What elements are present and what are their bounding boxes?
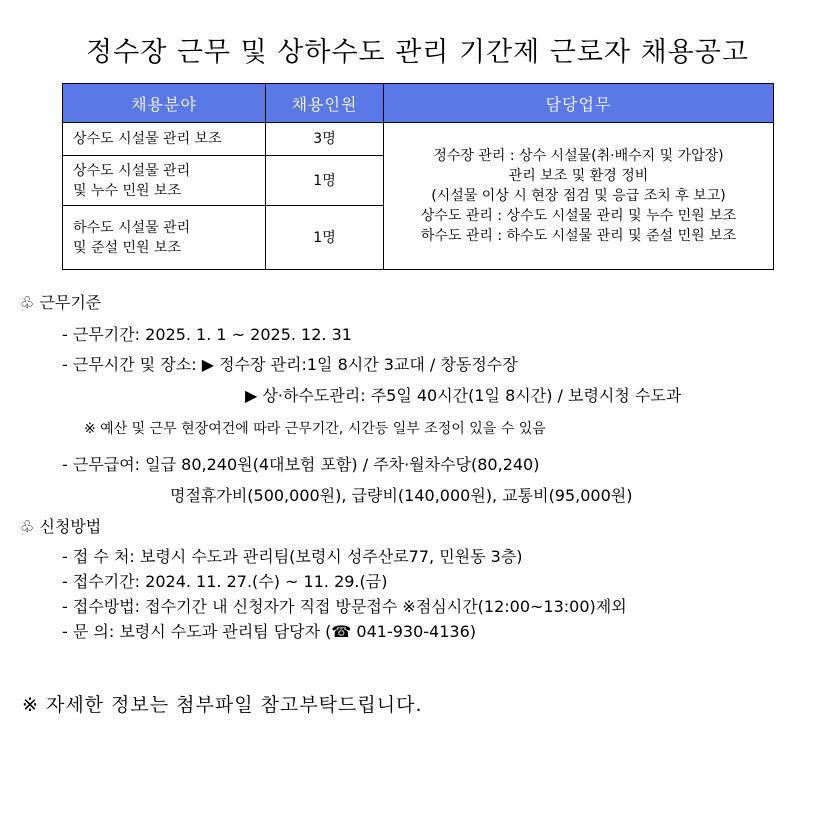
work-pay-line1: - 근무급여: 일급 80,240원(4대보험 포함) / 주차·월차수당(80,240)	[62, 455, 540, 474]
field-cell	[63, 156, 266, 206]
duty-line: 관리 보조 및 환경 정비	[508, 168, 649, 184]
apply-period: - 접수기간: 2024. 11. 27.(수) ~ 11. 29.(금)	[62, 572, 388, 591]
apply-section-heading: ♧ 신청방법	[20, 517, 102, 536]
duty-line: 상수도 관리 : 상수도 시설물 관리 및 누수 민원 보조	[420, 208, 737, 224]
count-cell: 1명	[266, 206, 384, 270]
club-icon: ♧	[20, 293, 35, 312]
recruitment-table	[62, 83, 774, 270]
apply-place: - 접 수 처: 보령시 수도과 관리팀(보령시 성주산로77, 민원동 3층)	[62, 547, 523, 566]
page-title: 정수장 근무 및 상하수도 관리 기간제 근로자 채용공고	[86, 37, 749, 68]
field-text: 하수도 시설물 관리	[73, 219, 191, 236]
duty-line: (시설물 이상 시 현장 점검 및 응급 조치 후 보고)	[431, 188, 726, 204]
table-row	[63, 123, 774, 156]
work-pay-line2: 명절휴가비(500,000원), 급량비(140,000원), 교통비(95,000원)	[170, 486, 633, 505]
club-icon: ♧	[20, 517, 35, 536]
field-cell	[63, 123, 266, 156]
table-header-row	[63, 84, 774, 123]
apply-method: - 접수방법: 접수기간 내 신청자가 직접 방문접수 ※점심시간(12:00~13:00)제외	[62, 597, 627, 616]
work-period: - 근무기간: 2025. 1. 1 ~ 2025. 12. 31	[62, 325, 352, 344]
header-duties: 담당업무	[384, 84, 774, 123]
apply-contact: - 문 의: 보령시 수도과 관리팀 담당자 (☎ 041-930-4136)	[62, 622, 476, 641]
work-note: ※ 예산 및 근무 현장여건에 따라 근무기간, 시간등 일부 조정이 있을 수 있음	[84, 421, 546, 437]
duty-line: 하수도 관리 : 하수도 시설물 관리 및 준설 민원 보조	[420, 228, 737, 244]
work-hours-line2: ▶ 상·하수도관리: 주5일 40시간(1일 8시간) / 보령시청 수도과	[245, 386, 682, 405]
duties-cell	[384, 123, 774, 270]
count-cell: 1명	[266, 156, 384, 206]
count-cell: 3명	[266, 123, 384, 156]
duty-line: 정수장 관리 : 상수 시설물(취·배수지 및 가압장)	[433, 148, 724, 164]
field-text: 및 누수 민원 보조	[73, 182, 182, 199]
header-count: 채용인원	[266, 84, 384, 123]
work-hours-line1: - 근무시간 및 장소: ▶ 정수장 관리:1일 8시간 3교대 / 창동정수장	[62, 355, 518, 374]
field-cell	[63, 206, 266, 270]
field-text: 및 준설 민원 보조	[73, 239, 182, 256]
work-section-heading: ♧ 근무기준	[20, 293, 102, 312]
header-field: 채용분야	[63, 84, 266, 123]
field-text: 상수도 시설물 관리	[73, 162, 191, 179]
field-text: 상수도 시설물 관리 보조	[73, 131, 222, 147]
footer-note: ※ 자세한 정보는 첨부파일 참고부탁드립니다.	[22, 694, 423, 716]
